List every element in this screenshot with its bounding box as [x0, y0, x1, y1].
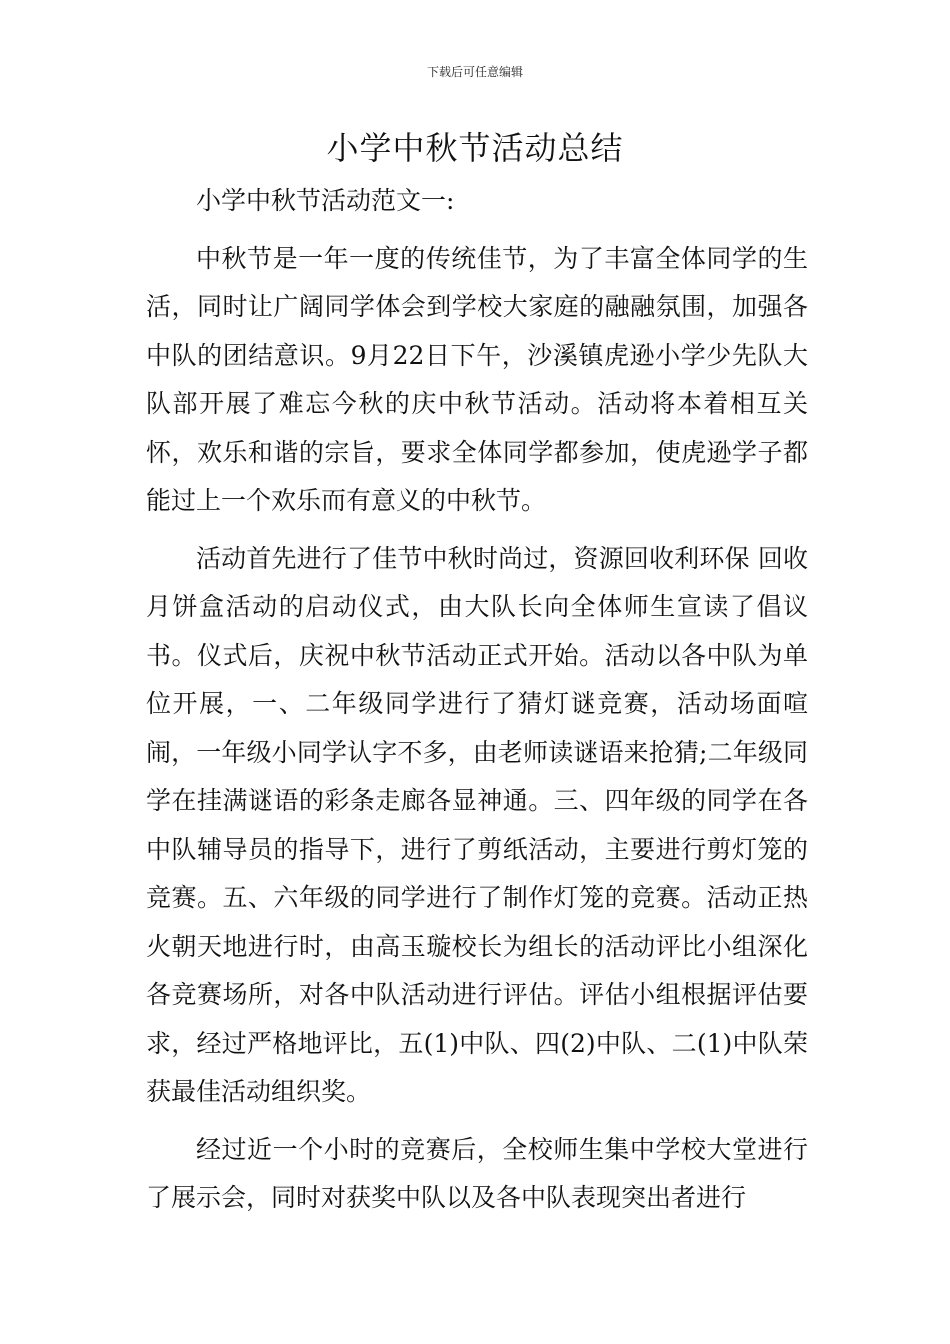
paragraph-activities: 活动首先进行了佳节中秋时尚过，资源回收利环保 回收月饼盒活动的启动仪式，由大队长向全体师生宣读了倡议书。仪式后，庆祝中秋节活动正式开始。活动以各中队为单位开展，一、二年级同学进行了猜灯谜竞赛，活动场面喧闹，一年级小同学认字不多，由老师读谜语来抢猜;二年级同学在挂满谜语的彩条走廊各显神通。三、四年级的同学在各中队辅导员的指导下，进行了剪纸活动，主要进行剪灯笼的竞赛。五、六年级的同学进行了制作灯笼的竞赛。活动正热火朝天地进行时，由高玉璇校长为组长的活动评比小组深化各竞赛场所，对各中队活动进行评估。评估小组根据评估要求，经过严格地评比，五(1)中队、四(2)中队、二(1)中队荣获最佳活动组织奖。	[146, 543, 808, 1106]
paragraph-showcase: 经过近一个小时的竞赛后，全校师生集中学校大堂进行了展示会，同时对获奖中队以及各中队表现突出者进行	[146, 1134, 808, 1212]
document-body	[146, 177, 808, 1223]
page-header-note: 下载后可任意编辑	[426, 65, 523, 79]
paragraph-intro: 小学中秋节活动范文一:	[196, 186, 455, 215]
document-title: 小学中秋节活动总结	[326, 129, 624, 167]
paragraph-background: 中秋节是一年一度的传统佳节，为了丰富全体同学的生活，同时让广阔同学体会到学校大家庭的融融氛围，加强各中队的团结意识。9月22日下午，沙溪镇虎逊小学少先队大队部开展了难忘今秋的庆中秋节活动。活动将本着相互关怀，欢乐和谐的宗旨，要求全体同学都参加，使虎逊学子都能过上一个欢乐而有意义的中秋节。	[146, 243, 808, 515]
